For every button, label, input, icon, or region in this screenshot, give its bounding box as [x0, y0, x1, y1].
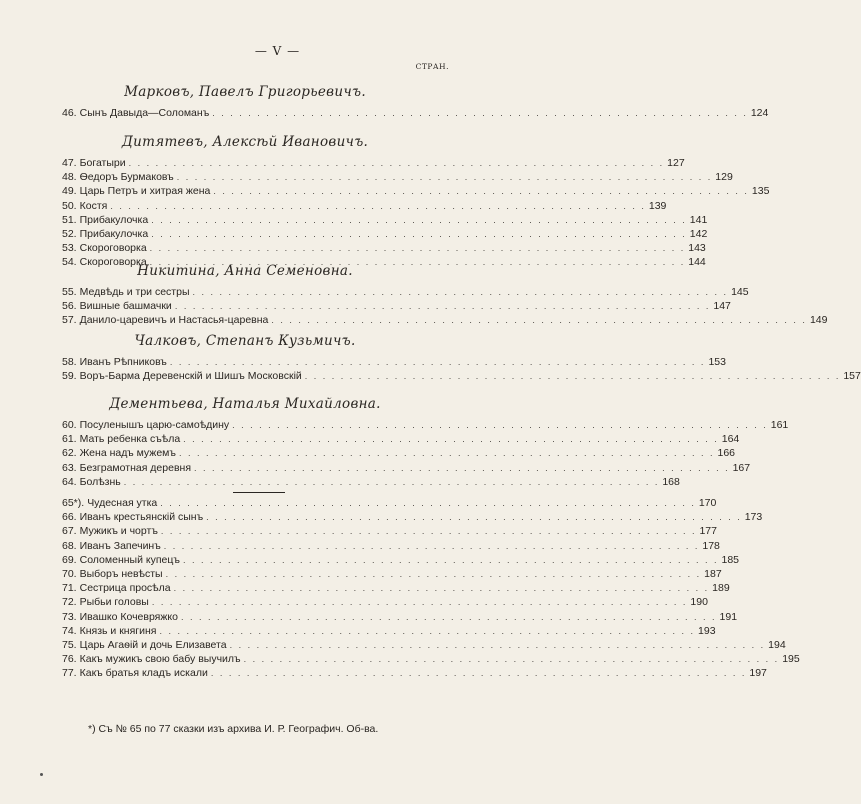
entry-title: Князь и княгиня [79, 624, 157, 637]
toc-entry [62, 652, 800, 666]
section-author: Марковъ, Павелъ Григорьевичъ. [124, 84, 366, 100]
entry-number: 75. [62, 639, 77, 652]
entry-page: 127 [667, 157, 685, 169]
entry-page: 190 [690, 596, 708, 609]
entry-number: 50. [62, 199, 77, 212]
dot-leader: . . . . . . . . . . . . . . . . . . . . . . . . . . . . . . . . . . . . . . . . . . . . . . . . . . . . . . . . . . . . [149, 257, 686, 268]
dot-leader: . . . . . . . . . . . . . . . . . . . . . . . . . . . . . . . . . . . . . . . . . . . . . . . . . . . . . . . . . . . . [128, 158, 665, 168]
entry-number: 59. [62, 370, 77, 383]
entry-number: 76. [62, 653, 77, 666]
dot-leader: . . . . . . . . . . . . . . . . . . . . . . . . . . . . . . . . . . . . . . . . . . . . . . . . . . . . . . . . . . . . [110, 200, 646, 211]
dot-leader: . . . . . . . . . . . . . . . . . . . . . . . . . . . . . . . . . . . . . . . . . . . . . . . . . . . . . . . . . . . . [192, 287, 729, 297]
entry-page: 142 [689, 228, 708, 241]
entry-title: Чудесная утка [87, 497, 158, 509]
toc-section [62, 333, 861, 383]
entry-number: 46. [62, 107, 77, 119]
dot-leader: . . . . . . . . . . . . . . . . . . . . . . . . . . . . . . . . . . . . . . . . . . . . . . . . . . . . . . . . . . . . [304, 371, 841, 382]
dot-leader: . . . . . . . . . . . . . . . . . . . . . . . . . . . . . . . . . . . . . . . . . . . . . . . . . . . . . . . . . . . . [210, 668, 747, 679]
toc-entry [62, 285, 749, 299]
entry-title: Мужикъ и чортъ [79, 525, 158, 538]
entry-title: Вишные башмачки [79, 300, 172, 313]
entry-title: Костя [79, 199, 108, 212]
toc-section [62, 263, 828, 328]
toc-entry [62, 595, 708, 609]
entry-page: 187 [704, 568, 722, 581]
dot-leader: . . . . . . . . . . . . . . . . . . . . . . . . . . . . . . . . . . . . . . . . . . . . . . . . . . . . . . . . . . . . [151, 214, 687, 225]
entry-list [62, 285, 828, 328]
dot-leader: . . . . . . . . . . . . . . . . . . . . . . . . . . . . . . . . . . . . . . . . . . . . . . . . . . . . . . . . . . . . [271, 315, 807, 326]
entry-title: Прибакулочка [79, 228, 149, 241]
dot-leader: . . . . . . . . . . . . . . . . . . . . . . . . . . . . . . . . . . . . . . . . . . . . . . . . . . . . . . . . . . . . [176, 172, 713, 183]
entry-title: Ѳедоръ Бурмаковъ [79, 171, 174, 184]
dot-leader: . . . . . . . . . . . . . . . . . . . . . . . . . . . . . . . . . . . . . . . . . . . . . . . . . . . . . . . . . . . . [160, 498, 696, 508]
entry-number: 68. [62, 539, 77, 552]
entry-title: Царь Петръ и хитрая жена [79, 185, 211, 198]
section-author: Дитятевъ, Алексѣй Ивановичъ. [121, 134, 369, 150]
entry-number: 60. [62, 419, 77, 431]
toc-entry [62, 106, 769, 120]
entry-title: Царь Агаѳій и дочь Елизавета [79, 639, 227, 652]
entry-number: 65*). [62, 497, 85, 509]
toc-entry [62, 461, 751, 475]
entry-title: Медвѣдь и три сестры [79, 286, 190, 298]
entry-title: Болѣзнь [79, 475, 121, 488]
entry-title: Соломенный купецъ [79, 553, 180, 566]
entry-page: 194 [768, 639, 786, 652]
toc-entry [62, 475, 680, 489]
dot-leader: . . . . . . . . . . . . . . . . . . . . . . . . . . . . . . . . . . . . . . . . . . . . . . . . . . . . . . . . . . . . [173, 583, 710, 594]
entry-number: 51. [62, 213, 77, 226]
entry-number: 52. [62, 228, 77, 241]
toc-entry [62, 432, 740, 446]
entry-number: 48. [62, 171, 77, 184]
entry-page: 168 [662, 475, 680, 488]
toc-entry [62, 213, 708, 227]
entry-title: Воръ-Барма Деревенскій и Шишъ Московскій [79, 370, 302, 383]
toc-entry [62, 156, 685, 170]
entry-title: Какъ мужикъ свою бабу выучилъ [79, 653, 241, 666]
toc-entry [62, 624, 716, 638]
entry-title: Выборъ невѣсты [79, 568, 163, 581]
entry-page: 157 [843, 370, 861, 383]
entry-title: Сынъ Давыда—Соломанъ [79, 107, 210, 119]
toc-section [62, 496, 800, 681]
entry-number: 67. [62, 525, 77, 538]
entry-title: Скороговорка [79, 256, 147, 269]
entry-title: Богатыри [79, 157, 126, 169]
entry-number: 64. [62, 475, 77, 488]
entry-title: Иванъ Запечинъ [79, 539, 161, 552]
entry-list [62, 106, 769, 120]
entry-page: 185 [721, 553, 740, 566]
entry-page: 195 [782, 653, 800, 666]
toc-entry [62, 170, 733, 184]
toc-section [62, 84, 769, 120]
entry-title: Иванъ Рѣпниковъ [79, 356, 167, 368]
entry-page: 197 [749, 667, 767, 680]
dot-leader: . . . . . . . . . . . . . . . . . . . . . . . . . . . . . . . . . . . . . . . . . . . . . . . . . . . . . . . . . . . . [206, 512, 742, 523]
entry-title: Мать ребенка съѣла [79, 433, 181, 446]
entry-page: 144 [688, 256, 706, 269]
entry-page: 178 [702, 539, 720, 552]
entry-number: 53. [62, 242, 77, 255]
entry-number: 66. [62, 511, 77, 524]
entry-number: 69. [62, 553, 77, 566]
entry-title: Жена надъ мужемъ [79, 447, 176, 460]
dot-leader: . . . . . . . . . . . . . . . . . . . . . . . . . . . . . . . . . . . . . . . . . . . . . . . . . . . . . . . . . . . . [180, 611, 717, 622]
toc-entry [62, 227, 708, 241]
entry-number: 55. [62, 286, 77, 298]
entry-number: 62. [62, 447, 77, 460]
dot-leader: . . . . . . . . . . . . . . . . . . . . . . . . . . . . . . . . . . . . . . . . . . . . . . . . . . . . . . . . . . . . [232, 420, 768, 430]
dot-leader: . . . . . . . . . . . . . . . . . . . . . . . . . . . . . . . . . . . . . . . . . . . . . . . . . . . . . . . . . . . . [123, 476, 660, 487]
toc-entry [62, 496, 717, 510]
toc-entry [62, 355, 726, 369]
entry-title: Скороговорка [79, 242, 147, 255]
entry-title: Рыбьи головы [79, 596, 149, 609]
entry-number: 58. [62, 356, 77, 368]
entry-list [62, 418, 789, 489]
entry-number: 61. [62, 433, 77, 446]
dot-leader: . . . . . . . . . . . . . . . . . . . . . . . . . . . . . . . . . . . . . . . . . . . . . . . . . . . . . . . . . . . . [149, 243, 686, 254]
toc-entry [62, 299, 731, 313]
section-author: Никитина, Анна Семеновна. [137, 263, 353, 279]
toc-entry [62, 446, 736, 460]
dot-leader: . . . . . . . . . . . . . . . . . . . . . . . . . . . . . . . . . . . . . . . . . . . . . . . . . . . . . . . . . . . . [229, 640, 766, 651]
entry-page: 129 [715, 171, 733, 184]
entry-list [62, 156, 770, 270]
dot-leader: . . . . . . . . . . . . . . . . . . . . . . . . . . . . . . . . . . . . . . . . . . . . . . . . . . . . . . . . . . . . [212, 108, 748, 118]
entry-number: 56. [62, 300, 77, 313]
toc-entry [62, 524, 717, 538]
entry-page: 147 [713, 300, 731, 313]
entry-list [62, 355, 861, 383]
entry-title: Какъ братья кладъ искали [79, 667, 208, 680]
entry-page: 141 [689, 213, 708, 226]
toc-entry [62, 241, 706, 255]
entry-page: 143 [688, 242, 706, 255]
toc-entry [62, 567, 722, 581]
entry-page: 167 [732, 461, 751, 474]
entry-page: 191 [719, 610, 738, 623]
toc-entry [62, 184, 770, 198]
toc-entry [62, 510, 763, 524]
entry-page: 139 [648, 199, 667, 212]
entry-page: 145 [731, 286, 749, 298]
toc-entry [62, 638, 786, 652]
entry-page: 149 [809, 314, 828, 327]
entry-number: 54. [62, 256, 77, 269]
toc-section [62, 134, 770, 270]
section-divider [233, 492, 285, 493]
entry-number: 73. [62, 610, 77, 623]
toc-section [62, 396, 789, 489]
toc-entry [62, 369, 861, 383]
entry-page: 189 [712, 582, 730, 595]
entry-number: 77. [62, 667, 77, 680]
entry-page: 170 [698, 497, 717, 509]
entry-title: Безграмотная деревня [79, 461, 192, 474]
toc-entry [62, 313, 828, 327]
entry-number: 57. [62, 314, 77, 327]
dot-leader: . . . . . . . . . . . . . . . . . . . . . . . . . . . . . . . . . . . . . . . . . . . . . . . . . . . . . . . . . . . . [194, 462, 730, 473]
page-column-label: СТРАН. [415, 62, 449, 71]
entry-page: 161 [770, 419, 789, 431]
toc-entry [62, 418, 789, 432]
dot-leader: . . . . . . . . . . . . . . . . . . . . . . . . . . . . . . . . . . . . . . . . . . . . . . . . . . . . . . . . . . . . [163, 540, 700, 551]
section-author: Чалковъ, Степанъ Кузьмичъ. [134, 333, 356, 349]
toc-entry [62, 539, 720, 553]
dot-leader: . . . . . . . . . . . . . . . . . . . . . . . . . . . . . . . . . . . . . . . . . . . . . . . . . . . . . . . . . . . . [160, 526, 697, 537]
entry-page: 177 [699, 525, 717, 538]
toc-entry [62, 610, 738, 624]
dot-leader: . . . . . . . . . . . . . . . . . . . . . . . . . . . . . . . . . . . . . . . . . . . . . . . . . . . . . . . . . . . . [174, 301, 711, 312]
toc-entry [62, 581, 730, 595]
entry-page: 124 [750, 107, 769, 119]
entry-page: 173 [744, 511, 763, 524]
entry-number: 71. [62, 582, 77, 595]
dot-leader: . . . . . . . . . . . . . . . . . . . . . . . . . . . . . . . . . . . . . . . . . . . . . . . . . . . . . . . . . . . . [178, 448, 715, 459]
entry-page: 135 [751, 185, 770, 198]
entry-number: 47. [62, 157, 77, 169]
entry-page: 164 [721, 433, 740, 446]
dot-leader: . . . . . . . . . . . . . . . . . . . . . . . . . . . . . . . . . . . . . . . . . . . . . . . . . . . . . . . . . . . . [165, 569, 702, 580]
dot-leader: . . . . . . . . . . . . . . . . . . . . . . . . . . . . . . . . . . . . . . . . . . . . . . . . . . . . . . . . . . . . [213, 186, 749, 197]
dot-leader: . . . . . . . . . . . . . . . . . . . . . . . . . . . . . . . . . . . . . . . . . . . . . . . . . . . . . . . . . . . . [151, 597, 688, 608]
toc-entry [62, 553, 740, 567]
entry-page: 193 [698, 624, 716, 637]
entry-title: Иванъ крестьянскій сынъ [79, 511, 204, 524]
paper-speck [40, 773, 43, 776]
page-number: — V — [254, 44, 301, 58]
dot-leader: . . . . . . . . . . . . . . . . . . . . . . . . . . . . . . . . . . . . . . . . . . . . . . . . . . . . . . . . . . . . [151, 229, 687, 240]
dot-leader: . . . . . . . . . . . . . . . . . . . . . . . . . . . . . . . . . . . . . . . . . . . . . . . . . . . . . . . . . . . . [243, 654, 780, 665]
entry-title: Прибакулочка [79, 213, 149, 226]
entry-page: 166 [717, 447, 736, 460]
entry-number: 74. [62, 624, 77, 637]
dot-leader: . . . . . . . . . . . . . . . . . . . . . . . . . . . . . . . . . . . . . . . . . . . . . . . . . . . . . . . . . . . . [183, 434, 719, 445]
section-author: Дементьева, Наталья Михайловна. [109, 396, 381, 412]
footnote: *) Съ № 65 по 77 сказки изъ архива И. Р. Географич. Об-ва. [88, 723, 379, 735]
dot-leader: . . . . . . . . . . . . . . . . . . . . . . . . . . . . . . . . . . . . . . . . . . . . . . . . . . . . . . . . . . . . [182, 554, 719, 565]
dot-leader: . . . . . . . . . . . . . . . . . . . . . . . . . . . . . . . . . . . . . . . . . . . . . . . . . . . . . . . . . . . . [169, 357, 706, 367]
entry-number: 63. [62, 461, 77, 474]
toc-entry [62, 199, 667, 213]
entry-title: Сестрица просѣла [79, 582, 171, 595]
entry-list [62, 496, 800, 681]
toc-entry [62, 666, 767, 680]
entry-page: 153 [708, 356, 726, 368]
entry-number: 49. [62, 185, 77, 198]
dot-leader: . . . . . . . . . . . . . . . . . . . . . . . . . . . . . . . . . . . . . . . . . . . . . . . . . . . . . . . . . . . . [159, 625, 696, 636]
entry-title: Ивашко Кочевряжко [79, 610, 178, 623]
entry-number: 72. [62, 596, 77, 609]
entry-title: Посуленышъ царю-самоѣдину [79, 419, 230, 431]
entry-title: Данило-царевичъ и Настасья-царевна [79, 314, 269, 327]
entry-number: 70. [62, 568, 77, 581]
